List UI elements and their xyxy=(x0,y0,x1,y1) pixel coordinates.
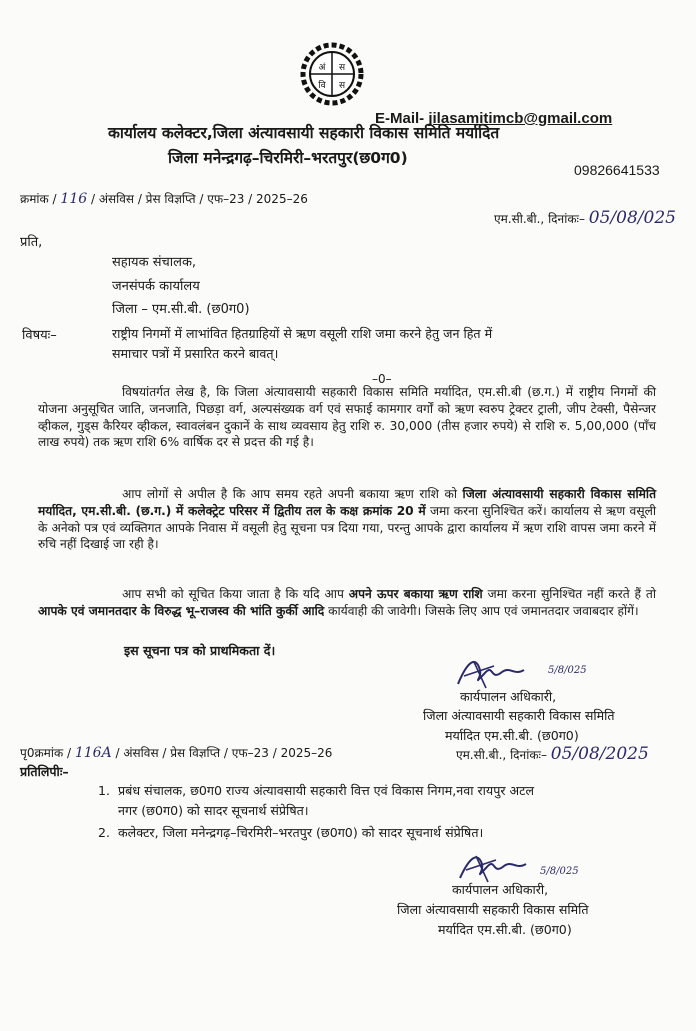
p3-part-a: आप सभी को सूचित किया जाता है कि यदि आप xyxy=(122,587,344,601)
endorse-date-line xyxy=(456,744,649,764)
office-name: कार्यालय कलेक्टर,जिला अंत्यावसायी सहकारी विकास समिति मर्यादित xyxy=(108,124,500,142)
endorse-date-label: एम.सी.बी., दिनांकः– xyxy=(456,748,547,762)
copy-item-2-num: 2. xyxy=(98,825,111,840)
copy-item-1-num: 1. xyxy=(98,783,111,798)
copy-item-1-line2: नगर (छ0ग0) को सादर सूचनार्थ संप्रेषित। xyxy=(118,803,309,818)
copy-item-2-line1: कलेक्टर, जिला मनेन्द्रगढ़–चिरमिरी–भरतपुर (छ0ग0) को सादर सूचनार्थ संप्रेषित। xyxy=(118,825,484,840)
ref-date: 05/08/025 xyxy=(588,208,676,228)
subject-label: विषयः– xyxy=(22,328,57,343)
signature-2-title: कार्यपालन अधिकारी, xyxy=(452,882,549,897)
recipient-line2: जनसंपर्क कार्यालय xyxy=(112,279,200,294)
p3-part-b: अपने ऊपर बकाया ऋण राशि xyxy=(348,587,483,601)
signature-1-title: कार्यपालन अधिकारी, xyxy=(460,689,557,704)
paragraph-4: इस सूचना पत्र को प्राथमिकता दें। xyxy=(124,643,276,658)
phone-number: 09826641533 xyxy=(574,162,660,178)
prati: प्रति, xyxy=(20,235,43,250)
signature-1-org1: जिला अंत्यावसायी सहकारी विकास समिति xyxy=(423,708,615,723)
p3-part-e: कार्यवाही की जावेगी। जिसके लिए आप एवं जमानतदार जवाबदार होंगें। xyxy=(328,603,639,618)
recipient-line3: जिला – एम.सी.बी. (छ0ग0) xyxy=(112,302,250,317)
endorse-prefix: पृ0क्रमांक / xyxy=(20,746,72,760)
reference-line xyxy=(20,190,308,207)
signature-2-icon xyxy=(456,848,546,884)
endorse-date: 05/08/2025 xyxy=(550,744,649,764)
ref-rest: / अंसविस / प्रेस विज्ञप्ति / एफ–23 / 2025–26 xyxy=(90,192,308,206)
p2-part-c: जमा करना सुनिश्चित करें। कार्यालय से ऋण वसूली के अनेको पत्र एवं व्यक्तिगत आपके निवास में वसूली हेतु सूचना पत्र दिया गया, परन्तु आपके द्वारा कार्यालय में ऋण राशि वापस जमा करने में रुचि नहीं दिखाई जा रही है। xyxy=(38,503,656,552)
subject-line2: समाचार पत्रों में प्रसारित करने बावत्। xyxy=(112,346,279,361)
paragraph-3 xyxy=(38,586,656,620)
p2-part-b: जिला अंत्यावसायी सहकारी विकास समिति मर्यादित, एम.सी.बी. (छ.ग.) में कलेक्ट्रेट परिसर में द्वितीय तल के कक्ष क्रमांक 20 में xyxy=(38,487,657,518)
ref-date-line xyxy=(494,208,676,228)
signature-1-org2: मर्यादित एम.सी.बी. (छ0ग0) xyxy=(445,728,579,743)
separator: –0– xyxy=(372,372,392,386)
email-address[interactable]: jilasamitimcb@gmail.com xyxy=(428,110,613,127)
recipient-line1: सहायक संचालक, xyxy=(112,255,197,270)
svg-text:वि: वि xyxy=(318,81,326,91)
p2-part-a: आप लोगों से अपील है कि आप समय रहते अपनी बकाया ऋण राशि को xyxy=(122,487,457,501)
email-label: E-Mail- xyxy=(375,110,425,127)
signature-2-org2: मर्यादित एम.सी.बी. (छ0ग0) xyxy=(438,922,572,937)
subject-line1: राष्ट्रीय निगमों में लाभांवित हितग्राहियों से ऋण वसूली राशि जमा करने हेतु जन हित में xyxy=(112,326,493,341)
paragraph-2 xyxy=(38,486,656,553)
signature-1-date: 5/8/025 xyxy=(548,665,587,676)
ref-number: 116 xyxy=(60,191,88,207)
office-district: जिला मनेन्द्रगढ़–चिरमिरी–भरतपुर(छ0ग0) xyxy=(168,149,408,167)
svg-text:स: स xyxy=(338,81,346,91)
copy-item-2 xyxy=(98,824,483,841)
paragraph-1: विषयांतर्गत लेख है, कि जिला अंत्यावसायी सहकारी विकास समिति मर्यादित, एम.सी.बी (छ.ग.) में राष्ट्रीय निगमों की योजना अनुसूचित जाति, जनजाति, पिछड़ा वर्ग, अल्पसंख्यक वर्ग एवं सफाई कामगार वर्गों को ऋण स्वरुप ट्रेक्टर ट्राली, जीप टेक्सी, पैसेन्जर व्हीकल, गुड्स कैरियर व्हीकल, स्वावलंबन दुकानें के साथ व्यवसाय हेतु राशि रु. 30,000 (तीस हजार रुपये) से राशि रु. 5,00,000 (पाँच लाख रुपये) तक ऋण राशि 6% वार्षिक दर से प्रदत्त की गई है। xyxy=(38,385,656,450)
copy-item-1 xyxy=(98,782,534,799)
p3-part-d: आपके एवं जमानतदार के विरुद्ध भू–राजस्व की भांति कुर्की आदि xyxy=(38,603,325,618)
copy-item-1-line1: प्रबंध संचालक, छ0ग0 राज्य अंत्यावसायी सहकारी वित्त एवं विकास निगम,नवा रायपुर अटल xyxy=(118,783,535,798)
signature-1-icon xyxy=(454,652,544,692)
svg-text:अं: अं xyxy=(318,63,326,73)
svg-text:स: स xyxy=(338,63,346,73)
endorse-number: 116A xyxy=(74,745,112,761)
copy-label: प्रतिलिपीः– xyxy=(20,764,69,779)
signature-2-date: 5/8/025 xyxy=(540,866,579,877)
signature-2-org1: जिला अंत्यावसायी सहकारी विकास समिति xyxy=(397,902,589,917)
office-logo xyxy=(300,42,364,106)
p3-part-c: जमा करना सुनिश्चित नहीं करते हैं तो xyxy=(487,587,656,601)
ref-prefix: क्रमांक / xyxy=(20,192,57,206)
ref-date-label: एम.सी.बी., दिनांकः– xyxy=(494,212,585,226)
endorse-rest: / अंसविस / प्रेस विज्ञप्ति / एफ–23 / 2025–26 xyxy=(115,746,333,760)
endorsement-line xyxy=(20,744,332,761)
